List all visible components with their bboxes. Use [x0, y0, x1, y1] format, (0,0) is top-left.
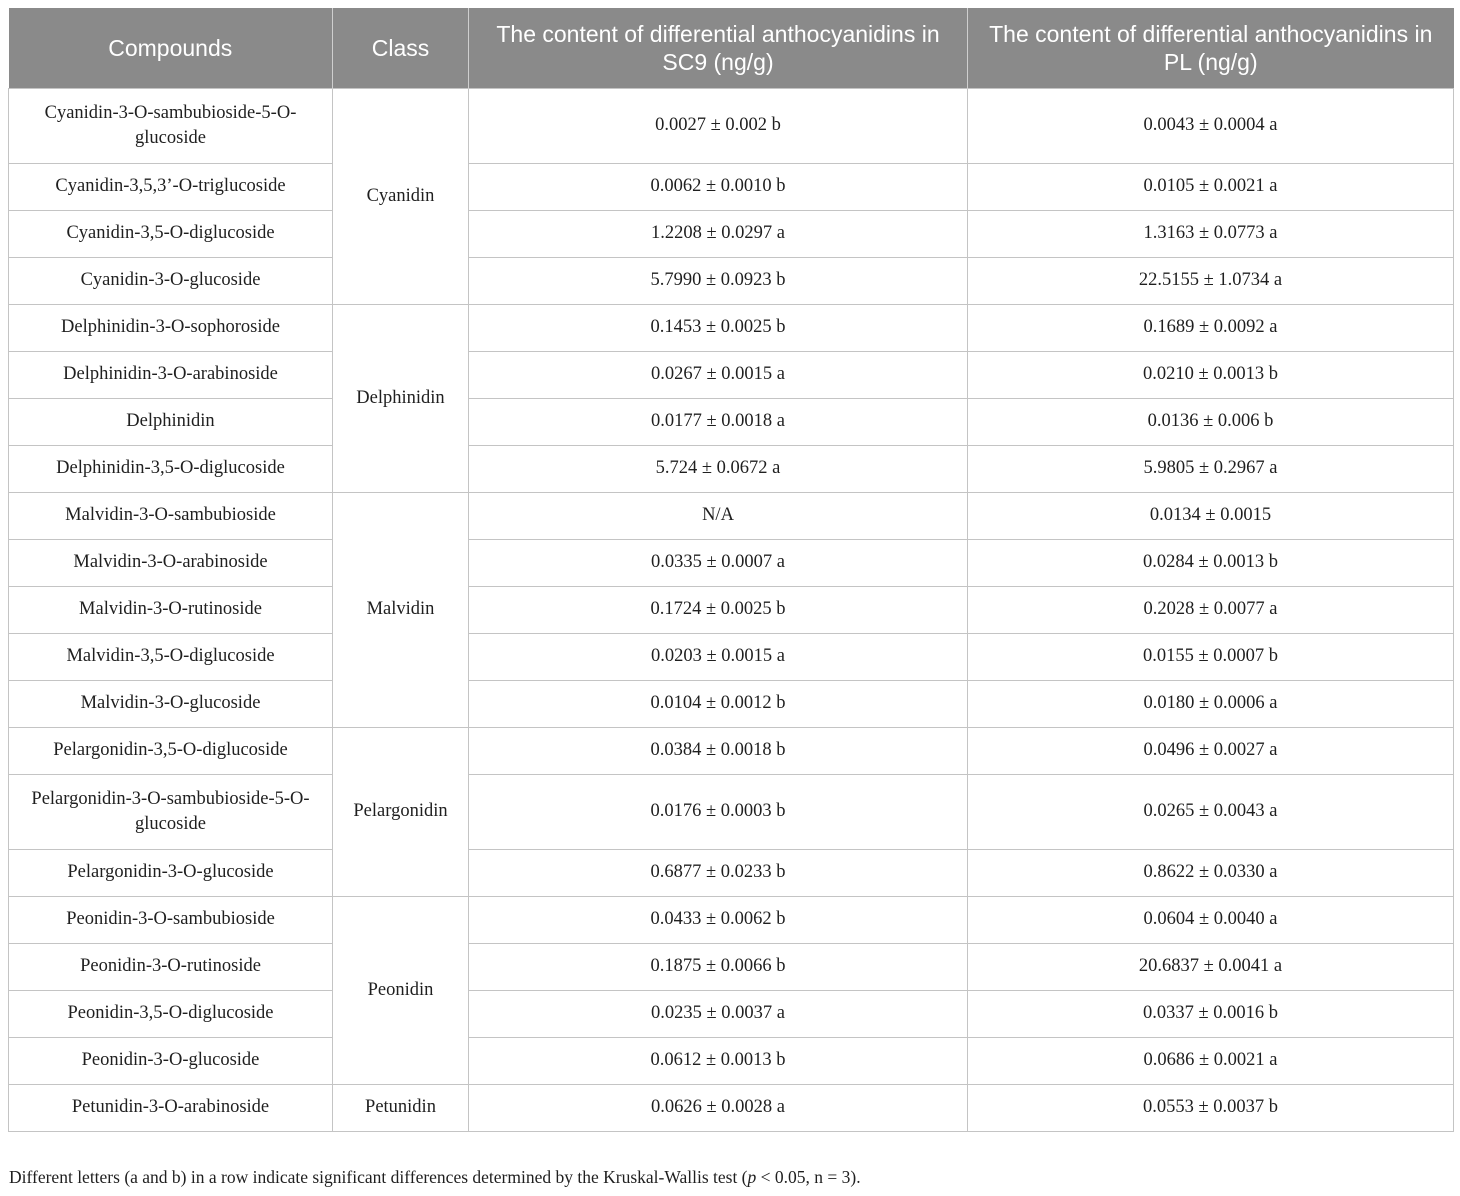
class-cell: Peonidin [333, 896, 469, 1084]
sc9-value-cell: 0.6877 ± 0.0233 b [469, 849, 968, 896]
pl-value-cell: 0.1689 ± 0.0092 a [968, 304, 1454, 351]
pl-value-cell: 0.0134 ± 0.0015 [968, 492, 1454, 539]
sc9-value-cell: 0.0104 ± 0.0012 b [469, 680, 968, 727]
table-row [9, 586, 1454, 633]
compound-cell: Peonidin-3-O-sambubioside [9, 896, 333, 943]
table-row [9, 88, 1454, 163]
pl-value-cell: 0.0180 ± 0.0006 a [968, 680, 1454, 727]
table-header [9, 8, 1454, 88]
sc9-value-cell: 0.1453 ± 0.0025 b [469, 304, 968, 351]
footnote-text-end: < 0.05, n = 3). [756, 1167, 861, 1187]
pl-value-cell: 0.0496 ± 0.0027 a [968, 727, 1454, 774]
pl-value-cell: 0.0686 ± 0.0021 a [968, 1037, 1454, 1084]
header-sc9-content: The content of differential anthocyanidins in SC9 (ng/g) [469, 8, 968, 88]
compound-cell: Cyanidin-3,5-O-diglucoside [9, 210, 333, 257]
table-row [9, 257, 1454, 304]
sc9-value-cell: 0.0027 ± 0.002 b [469, 88, 968, 163]
compound-cell: Malvidin-3-O-sambubioside [9, 492, 333, 539]
table-row [9, 727, 1454, 774]
sc9-value-cell: 0.0176 ± 0.0003 b [469, 774, 968, 849]
table-footnote [9, 1166, 861, 1188]
anthocyanidin-table [8, 8, 1454, 1132]
table-row [9, 1084, 1454, 1131]
pl-value-cell: 0.0136 ± 0.006 b [968, 398, 1454, 445]
sc9-value-cell: 0.0062 ± 0.0010 b [469, 163, 968, 210]
sc9-value-cell: 0.0177 ± 0.0018 a [469, 398, 968, 445]
compound-cell: Malvidin-3-O-glucoside [9, 680, 333, 727]
pl-value-cell: 0.0105 ± 0.0021 a [968, 163, 1454, 210]
sc9-value-cell: 0.0203 ± 0.0015 a [469, 633, 968, 680]
compound-cell: Malvidin-3,5-O-diglucoside [9, 633, 333, 680]
sc9-value-cell: 0.0433 ± 0.0062 b [469, 896, 968, 943]
table-row [9, 351, 1454, 398]
pl-value-cell: 22.5155 ± 1.0734 a [968, 257, 1454, 304]
compound-cell: Cyanidin-3-O-glucoside [9, 257, 333, 304]
header-row [9, 8, 1454, 88]
table-row [9, 163, 1454, 210]
class-cell: Malvidin [333, 492, 469, 727]
table-row [9, 1037, 1454, 1084]
compound-cell: Delphinidin-3-O-arabinoside [9, 351, 333, 398]
sc9-value-cell: 1.2208 ± 0.0297 a [469, 210, 968, 257]
pl-value-cell: 1.3163 ± 0.0773 a [968, 210, 1454, 257]
footnote-text-start: Different letters (a and b) in a row indicate significant differences determined by the Kruskal-Wallis test ( [9, 1167, 748, 1187]
sc9-value-cell: 5.7990 ± 0.0923 b [469, 257, 968, 304]
sc9-value-cell: N/A [469, 492, 968, 539]
table-body [9, 88, 1454, 1131]
pl-value-cell: 0.0265 ± 0.0043 a [968, 774, 1454, 849]
compound-cell: Pelargonidin-3-O-sambubioside-5-O-glucoside [9, 774, 333, 849]
table-row [9, 492, 1454, 539]
table-row [9, 445, 1454, 492]
compound-cell: Petunidin-3-O-arabinoside [9, 1084, 333, 1131]
class-cell: Pelargonidin [333, 727, 469, 896]
table-row [9, 680, 1454, 727]
sc9-value-cell: 0.0235 ± 0.0037 a [469, 990, 968, 1037]
compound-cell: Pelargonidin-3,5-O-diglucoside [9, 727, 333, 774]
compound-cell: Malvidin-3-O-rutinoside [9, 586, 333, 633]
header-class: Class [333, 8, 469, 88]
compound-cell: Delphinidin-3-O-sophoroside [9, 304, 333, 351]
class-cell: Delphinidin [333, 304, 469, 492]
table-row [9, 943, 1454, 990]
pl-value-cell: 0.8622 ± 0.0330 a [968, 849, 1454, 896]
sc9-value-cell: 0.0384 ± 0.0018 b [469, 727, 968, 774]
compound-cell: Delphinidin-3,5-O-diglucoside [9, 445, 333, 492]
pl-value-cell: 5.9805 ± 0.2967 a [968, 445, 1454, 492]
compound-cell: Cyanidin-3,5,3’-O-triglucoside [9, 163, 333, 210]
table-row [9, 990, 1454, 1037]
table-row [9, 896, 1454, 943]
table-row [9, 633, 1454, 680]
compound-cell: Delphinidin [9, 398, 333, 445]
compound-cell: Peonidin-3-O-glucoside [9, 1037, 333, 1084]
pl-value-cell: 0.0553 ± 0.0037 b [968, 1084, 1454, 1131]
table-row [9, 774, 1454, 849]
class-cell: Cyanidin [333, 88, 469, 304]
sc9-value-cell: 0.0612 ± 0.0013 b [469, 1037, 968, 1084]
sc9-value-cell: 0.0267 ± 0.0015 a [469, 351, 968, 398]
pl-value-cell: 0.0337 ± 0.0016 b [968, 990, 1454, 1037]
header-compounds: Compounds [9, 8, 333, 88]
sc9-value-cell: 0.1875 ± 0.0066 b [469, 943, 968, 990]
sc9-value-cell: 0.0335 ± 0.0007 a [469, 539, 968, 586]
header-pl-content: The content of differential anthocyanidins in PL (ng/g) [968, 8, 1454, 88]
pl-value-cell: 0.0284 ± 0.0013 b [968, 539, 1454, 586]
compound-cell: Cyanidin-3-O-sambubioside-5-O-glucoside [9, 88, 333, 163]
compound-cell: Peonidin-3-O-rutinoside [9, 943, 333, 990]
table-row [9, 539, 1454, 586]
table-row [9, 304, 1454, 351]
pl-value-cell: 0.0210 ± 0.0013 b [968, 351, 1454, 398]
sc9-value-cell: 0.0626 ± 0.0028 a [469, 1084, 968, 1131]
pl-value-cell: 0.0604 ± 0.0040 a [968, 896, 1454, 943]
footnote-p-symbol: p [747, 1167, 757, 1187]
table-row [9, 849, 1454, 896]
table-row [9, 398, 1454, 445]
class-cell: Petunidin [333, 1084, 469, 1131]
pl-value-cell: 0.2028 ± 0.0077 a [968, 586, 1454, 633]
pl-value-cell: 0.0043 ± 0.0004 a [968, 88, 1454, 163]
pl-value-cell: 0.0155 ± 0.0007 b [968, 633, 1454, 680]
compound-cell: Malvidin-3-O-arabinoside [9, 539, 333, 586]
sc9-value-cell: 0.1724 ± 0.0025 b [469, 586, 968, 633]
table-row [9, 210, 1454, 257]
compound-cell: Pelargonidin-3-O-glucoside [9, 849, 333, 896]
sc9-value-cell: 5.724 ± 0.0672 a [469, 445, 968, 492]
pl-value-cell: 20.6837 ± 0.0041 a [968, 943, 1454, 990]
compound-cell: Peonidin-3,5-O-diglucoside [9, 990, 333, 1037]
